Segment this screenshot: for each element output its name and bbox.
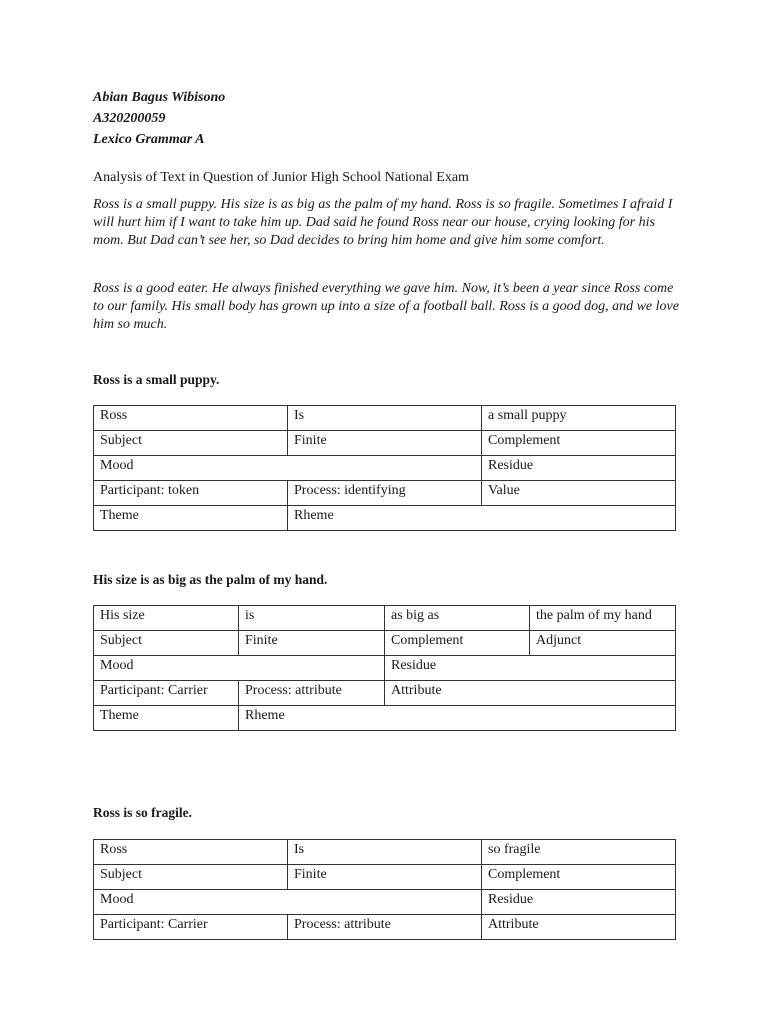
- table-cell: Participant: Carrier: [94, 681, 239, 706]
- table-cell: Rheme: [239, 706, 676, 731]
- document-heading: Analysis of Text in Question of Junior High School National Exam: [93, 170, 469, 185]
- table-cell: Is: [288, 840, 482, 865]
- course-name: Lexico Grammar A: [93, 132, 205, 147]
- table-row: [94, 865, 676, 890]
- story-paragraph-2: Ross is a good eater. He always finished everything we gave him. Now, it’s been a year since Ross come to our family. His small body has grown up into a size of a football ball. Ross is a good dog, and we love him so much.: [93, 281, 679, 332]
- table-cell: Finite: [288, 431, 482, 456]
- table-cell: Participant: Carrier: [94, 915, 288, 940]
- table-cell: as big as: [385, 606, 530, 631]
- table-row: [94, 431, 676, 456]
- table-row: [94, 890, 676, 915]
- table-row: [94, 915, 676, 940]
- analysis-sentence-2: His size is as big as the palm of my hand.: [93, 572, 328, 587]
- table-cell: Complement: [482, 431, 676, 456]
- table-cell: Residue: [385, 656, 676, 681]
- analysis-table-2: [93, 605, 676, 731]
- table-cell: Process: attribute: [288, 915, 482, 940]
- table-cell: Subject: [94, 865, 288, 890]
- table-cell: Ross: [94, 406, 288, 431]
- table-row: [94, 606, 676, 631]
- table-cell: Rheme: [288, 506, 676, 531]
- table-cell: Ross: [94, 840, 288, 865]
- table-cell: Attribute: [482, 915, 676, 940]
- table-cell: Process: identifying: [288, 481, 482, 506]
- analysis-table-3: [93, 839, 676, 940]
- table-cell: a small puppy: [482, 406, 676, 431]
- table-row: [94, 656, 676, 681]
- table-cell: Subject: [94, 631, 239, 656]
- table-cell: Finite: [239, 631, 385, 656]
- table-cell: Complement: [385, 631, 530, 656]
- table-cell: Adjunct: [530, 631, 676, 656]
- author-header: [93, 87, 225, 150]
- table-cell: Process: attribute: [239, 681, 385, 706]
- table-row: [94, 706, 676, 731]
- table-cell: Mood: [94, 890, 482, 915]
- table-cell: Finite: [288, 865, 482, 890]
- table-row: [94, 406, 676, 431]
- table-cell: Participant: token: [94, 481, 288, 506]
- table-cell: Mood: [94, 456, 482, 481]
- table-cell: Attribute: [385, 681, 676, 706]
- story-paragraph-1: Ross is a small puppy. His size is as big as the palm of my hand. Ross is so fragile. Sometimes I afraid I will hurt him if I want to take him up. Dad said he found Ross near our house, crying looking for his mom. But Dad can’t see her, so Dad decides to bring him home and give him some comfort.: [93, 197, 673, 248]
- table-cell: so fragile: [482, 840, 676, 865]
- table-row: [94, 456, 676, 481]
- analysis-table-1: [93, 405, 676, 531]
- table-cell: Complement: [482, 865, 676, 890]
- table-row: [94, 631, 676, 656]
- table-cell: Theme: [94, 706, 239, 731]
- table-cell: Subject: [94, 431, 288, 456]
- analysis-sentence-1: Ross is a small puppy.: [93, 372, 220, 387]
- table-cell: Residue: [482, 890, 676, 915]
- table-cell: Is: [288, 406, 482, 431]
- table-row: [94, 840, 676, 865]
- student-id: A320200059: [93, 111, 166, 126]
- table-cell: is: [239, 606, 385, 631]
- table-cell: Value: [482, 481, 676, 506]
- table-cell: Residue: [482, 456, 676, 481]
- table-row: [94, 506, 676, 531]
- author-name: Abian Bagus Wibisono: [93, 90, 226, 105]
- table-cell: His size: [94, 606, 239, 631]
- table-cell: the palm of my hand: [530, 606, 676, 631]
- analysis-sentence-3: Ross is so fragile.: [93, 805, 192, 820]
- table-row: [94, 481, 676, 506]
- table-row: [94, 681, 676, 706]
- table-cell: Mood: [94, 656, 385, 681]
- table-cell: Theme: [94, 506, 288, 531]
